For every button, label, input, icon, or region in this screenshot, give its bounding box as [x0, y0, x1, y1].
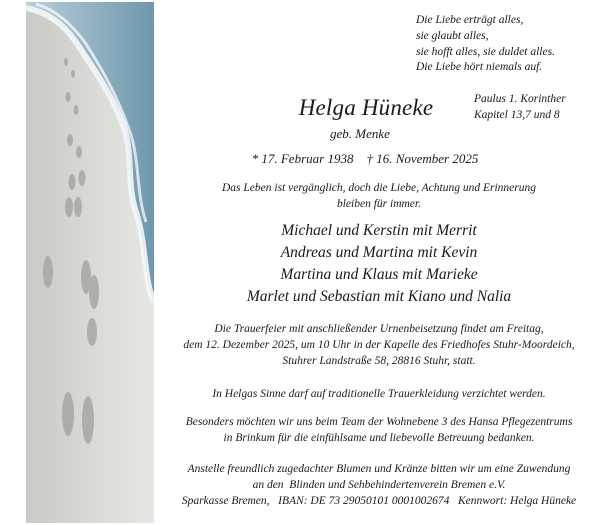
maiden-name: geb. Menke — [330, 126, 390, 141]
mourner-line: Marlet und Sebastian mit Kiano und Nalia — [246, 288, 512, 305]
verse-line: sie hofft alles, sie duldet alles. — [416, 45, 555, 58]
service-line: Die Trauerfeier mit anschließender Urnenbeisetzung findet am Freitag, — [214, 323, 544, 335]
dress-code-note — [163, 386, 595, 402]
thanks-line: in Brinkum für die einfühlsame und liebevolle Betreuung bedanken. — [223, 432, 535, 444]
donation-note — [163, 461, 595, 509]
thanks-line: Besonders möchten wir uns beim Team der Wohnebene 3 des Hansa Pflegezentrums — [185, 416, 573, 428]
verse-source-line: Kapitel 13,7 und 8 — [474, 108, 560, 121]
donation-line: Sparkasse Bremen, IBAN: DE 73 29050101 0001002674 Kennwort: Helga Hüneke — [181, 495, 577, 507]
bible-verse — [416, 13, 576, 121]
service-line: dem 12. Dezember 2025, um 10 Uhr in der Kapelle des Friedhofes Stuhr-Moordeich, — [183, 339, 575, 351]
quote-line: Das Leben ist vergänglich, doch die Liebe, Achtung und Erinnerung — [222, 182, 536, 194]
verse-source-line: Paulus 1. Korinther — [474, 93, 566, 105]
donation-line: Anstelle freundlich zugedachter Blumen und Kränze bitten wir um eine Zuwendung — [187, 463, 571, 475]
life-dates: * 17. Februar 1938 † 16. November 2025 — [251, 151, 479, 166]
beach-footprints-image — [26, 2, 154, 523]
verse-line: Die Liebe erträgt alles, — [416, 14, 524, 26]
thanks-note — [163, 414, 595, 446]
mourner-line: Martina und Klaus mit Marieke — [280, 266, 478, 283]
service-info — [163, 321, 595, 369]
verse-line: sie glaubt alles, — [416, 29, 489, 42]
dress-code-line: In Helgas Sinne darf auf traditionelle Trauerkleidung verzichtet werden. — [212, 388, 546, 400]
mourners-list — [175, 220, 583, 308]
verse-line: Die Liebe hört niemals auf. — [416, 61, 543, 74]
mourner-line: Andreas und Martina mit Kevin — [280, 244, 478, 261]
verse-source — [474, 92, 594, 124]
mourner-line: Michael und Kerstin mit Merrit — [281, 222, 477, 239]
deceased-name: Helga Hüneke — [298, 95, 434, 120]
quote-line: bleiben für immer. — [336, 198, 421, 210]
donation-line: an den Blinden und Sehbehindertenverein Bremen e.V. — [252, 479, 506, 491]
memorial-quote — [175, 180, 583, 212]
service-line: Stuhrer Landstraße 58, 28816 Stuhr, statt. — [282, 355, 476, 367]
